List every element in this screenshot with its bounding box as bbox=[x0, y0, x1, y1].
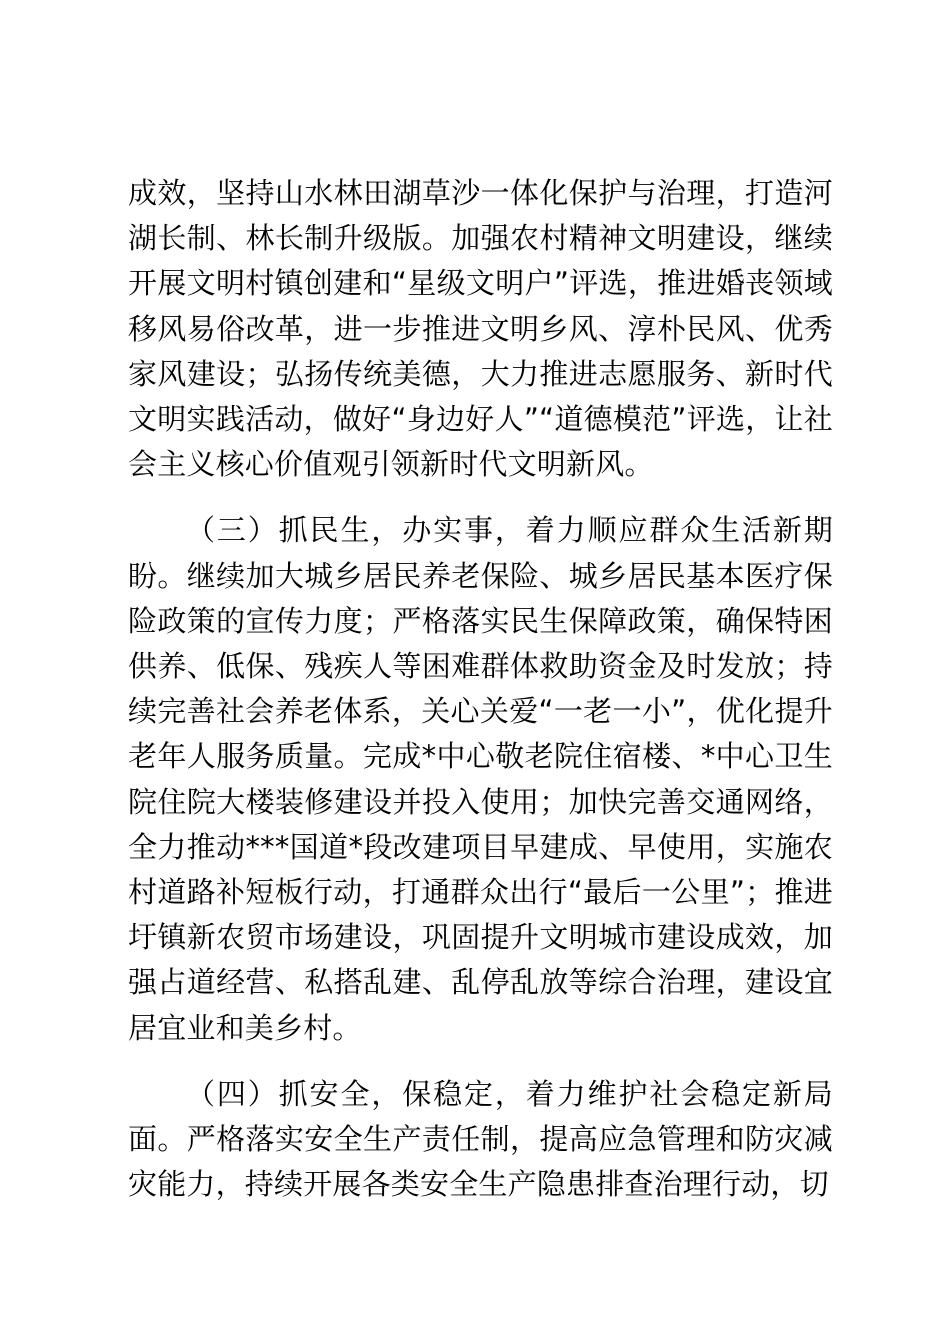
document-body bbox=[128, 171, 833, 1207]
paragraph-section-3: （三）抓民生，办实事，着力顺应群众生活新期盼。继续加大城乡居民养老保险、城乡居民基本医疗保险政策的宣传力度；严格落实民生保障政策，确保特困供养、低保、残疾人等困难群体救助资金及时发放；持续完善社会养老体系，关心关爱“一老一小”，优化提升老年人服务质量。完成*中心敬老院住宿楼、*中心卫生院住院大楼装修建设并投入使用；加快完善交通网络，全力推动***国道*段改建项目早建成、早使用，实施农村道路补短板行动，打通群众出行“最后一公里”；推进圩镇新农贸市场建设，巩固提升文明城市建设成效，加强占道经营、私搭乱建、乱停乱放等综合治理，建设宜居宜业和美乡村。 bbox=[128, 513, 833, 1045]
paragraph-continuation: 成效，坚持山水林田湖草沙一体化保护与治理，打造河湖长制、林长制升级版。加强农村精神文明建设，继续开展文明村镇创建和“星级文明户”评选，推进婚丧领域移风易俗改革，进一步推进文明乡风、淳朴民风、优秀家风建设；弘扬传统美德，大力推进志愿服务、新时代文明实践活动，做好“身边好人”“道德模范”评选，让社会主义核心价值观引领新时代文明新风。 bbox=[128, 176, 833, 482]
paragraph-section-4: （四）抓安全，保稳定，着力维护社会稳定新局面。严格落实安全生产责任制，提高应急管理和防灾减灾能力，持续开展各类安全生产隐患排查治理行动，切 bbox=[128, 1076, 833, 1202]
